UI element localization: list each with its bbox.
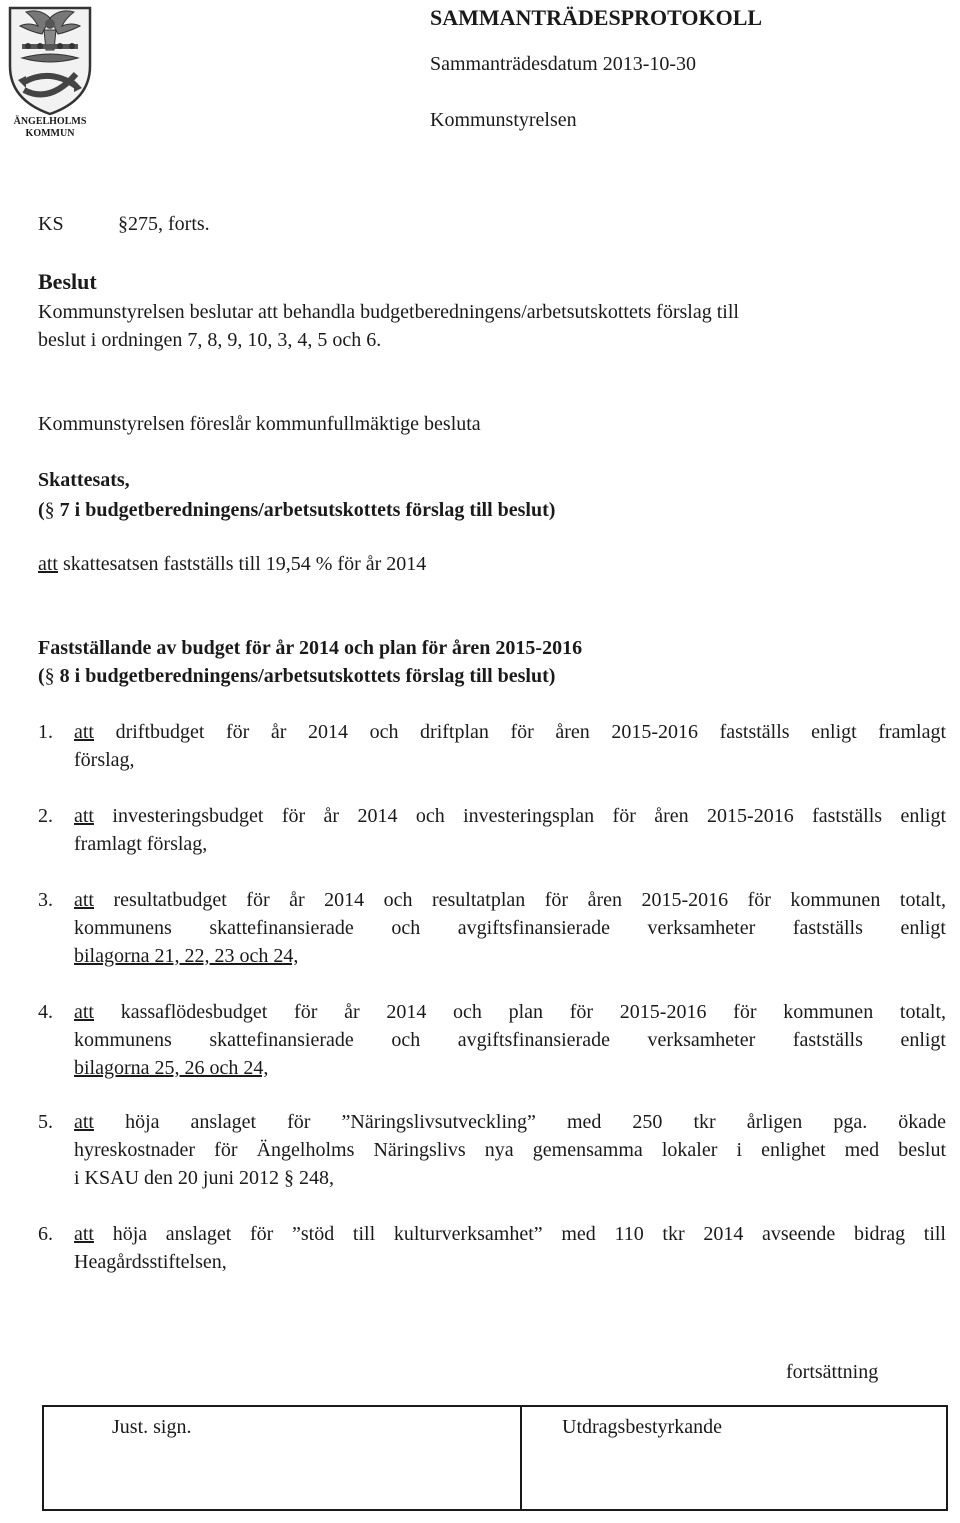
item-line	[74, 1164, 946, 1192]
attachment-reference: bilagorna 25, 26 och 24,	[74, 1057, 269, 1079]
item-line: kommunens skattefinansierade och avgiftsfinansierade verksamheter fastställs enligt	[74, 1029, 946, 1051]
meeting-date: Sammanträdesdatum 2013-10-30	[430, 53, 697, 75]
att-keyword: att	[74, 805, 94, 827]
tax-clause	[38, 550, 426, 578]
item-line	[74, 1054, 946, 1082]
municipality-logo	[4, 4, 96, 144]
att-keyword: att	[74, 721, 94, 743]
list-item	[38, 886, 946, 970]
proposal-intro: Kommunstyrelsen föreslår kommunfullmäktige besluta	[38, 413, 481, 435]
organ-name: Kommunstyrelsen	[430, 109, 577, 131]
budget-reference	[38, 662, 555, 690]
case-number: 275, forts.	[128, 213, 210, 235]
item-text: driftbudget för år 2014 och driftplan för åren 2015-2016 fastställs enligt framlagt	[115, 721, 946, 743]
item-number: 4.	[38, 1001, 53, 1023]
section-symbol: §	[44, 499, 55, 521]
section-symbol: §	[118, 213, 128, 235]
att-keyword: att	[74, 1111, 94, 1133]
list-item	[38, 718, 946, 774]
item-number: 3.	[38, 889, 53, 911]
att-keyword: att	[74, 1001, 94, 1023]
item-number: 6.	[38, 1223, 53, 1245]
attachment-reference: bilagorna 21, 22, 23 och 24,	[74, 945, 299, 967]
section-symbol: §	[44, 665, 55, 687]
decision-heading: Beslut	[38, 269, 97, 294]
item-line	[74, 942, 946, 970]
signature-divider	[520, 1407, 522, 1509]
item-line: framlagt förslag,	[74, 833, 208, 855]
item-text: kassaflödesbudget för år 2014 och plan för 2015-2016 för kommunen totalt,	[120, 1001, 947, 1023]
section-symbol: §	[284, 1167, 294, 1189]
tax-reference-text: 7 i budgetberedningens/arbetsutskottets förslag till beslut)	[59, 499, 556, 521]
budget-heading: Fastställande av budget för år 2014 och plan för åren 2015-2016	[38, 637, 583, 659]
tax-heading: Skattesats,	[38, 469, 130, 491]
decision-text-line2: beslut i ordningen 7, 8, 9, 10, 3, 4, 5 och 6.	[38, 329, 382, 351]
list-item	[38, 802, 946, 858]
angelholm-coat-of-arms-icon	[4, 4, 96, 116]
item-line: kommunens skattefinansierade och avgiftsfinansierade verksamheter fastställs enligt	[74, 917, 946, 939]
budget-reference-text: 8 i budgetberedningens/arbetsutskottets förslag till beslut)	[59, 665, 556, 687]
item-line	[74, 998, 946, 1026]
paren-open: (	[38, 665, 45, 687]
item-text: höja anslaget för ”stöd till kulturverksamhet” med 110 tkr 2014 avseende bidrag till	[112, 1223, 946, 1245]
item-number: 2.	[38, 805, 53, 827]
att-keyword: att	[74, 889, 94, 911]
decision-text-line1: Kommunstyrelsen beslutar att behandla budgetberedningens/arbetsutskottets förslag till	[38, 301, 739, 323]
item-line	[74, 1220, 946, 1248]
logo-text-line2: KOMMUN	[25, 128, 75, 139]
logo-text-line1: ÄNGELHOLMS	[13, 116, 87, 127]
att-keyword: att	[74, 1223, 94, 1245]
item-text: i KSAU den 20 juni 2012	[74, 1167, 279, 1189]
item-text: 248,	[299, 1167, 334, 1189]
extract-certification-label: Utdragsbestyrkande	[562, 1416, 722, 1438]
list-item	[38, 1220, 946, 1276]
item-text: resultatbudget för år 2014 och resultatplan för åren 2015-2016 för kommunen totalt,	[113, 889, 947, 911]
signature-box	[42, 1405, 948, 1511]
item-number: 5.	[38, 1111, 53, 1133]
continuation-label: fortsättning	[786, 1361, 879, 1383]
case-number-line	[118, 210, 210, 238]
case-prefix: KS	[38, 213, 64, 235]
list-item	[38, 998, 946, 1082]
paren-open: (	[38, 499, 45, 521]
item-number: 1.	[38, 721, 53, 743]
item-text: höja anslaget för ”Näringslivsutveckling” med 250 tkr årligen pga. ökade	[125, 1111, 947, 1133]
item-line: hyreskostnader för Ängelholms Näringslivs nya gemensamma lokaler i enlighet med beslut	[74, 1139, 946, 1161]
tax-reference	[38, 496, 555, 524]
item-line	[74, 802, 946, 830]
justification-signature-label: Just. sign.	[112, 1416, 192, 1438]
document-title: SAMMANTRÄDESPROTOKOLL	[430, 5, 763, 30]
att-keyword: att	[38, 553, 58, 575]
item-line	[74, 1108, 946, 1136]
item-text: investeringsbudget för år 2014 och investeringsplan för åren 2015-2016 fastställs enligt	[112, 805, 947, 827]
list-item	[38, 1108, 946, 1192]
tax-clause-text: skattesatsen fastställs till 19,54 % för år 2014	[63, 553, 427, 575]
item-line: Heagårdsstiftelsen,	[74, 1251, 227, 1273]
item-line	[74, 718, 946, 746]
item-line	[74, 886, 946, 914]
item-line: förslag,	[74, 749, 135, 771]
